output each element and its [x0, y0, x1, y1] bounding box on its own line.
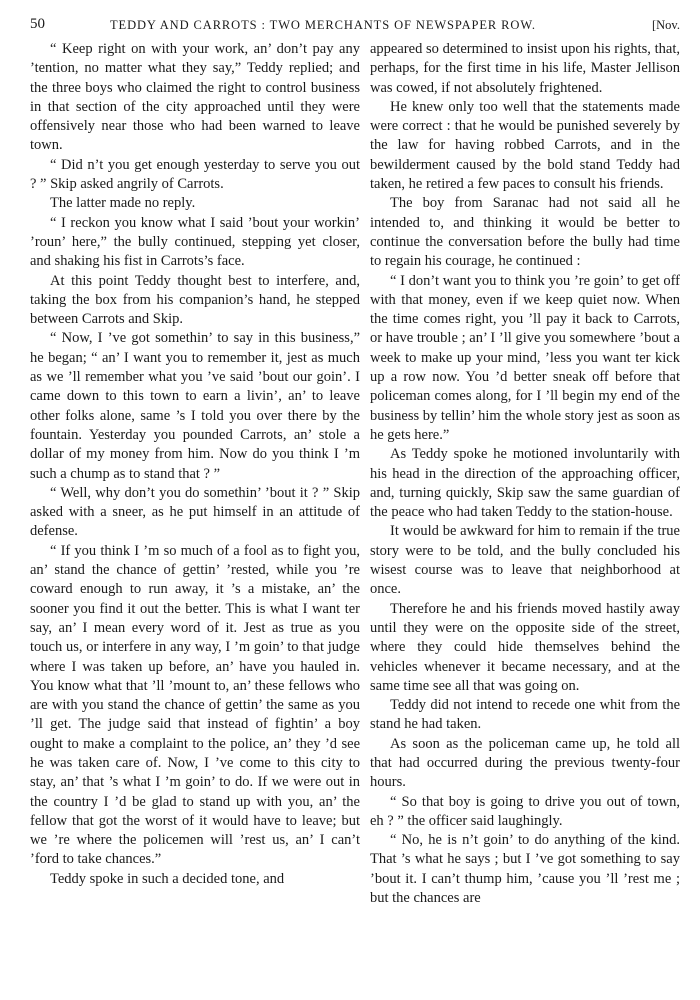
paragraph: “ Keep right on with your work, an’ don’t pay any ’tention, no matter what they say,” Teddy replied; and the three boys who claimed the right to control business in that section of the city approached until they were offensively near those who had been warned to leave town.	[30, 41, 360, 154]
paragraph: “ I don’t want you to think you ’re goin’ to get off with that money, even if we keep quiet now. When the time comes right, you ’ll pay it back to Carrots, or have trouble ; an’ I ’ll give you somewhere ’bout a week to make up your mind, ’less you want ter kick up a row now. You ’d better sneak off before that policeman comes along, for I ’ll begin my end of the business by tellin’ him the whole story jest as soon as he gets here.”	[370, 272, 680, 443]
left-column	[30, 40, 360, 889]
page-number: 50	[30, 16, 45, 32]
paragraph: “ Now, I ’ve got somethin’ to say in this business,” he began; “ an’ I want you to remember it, jest as much as we ’ll remember what you ’ve said ’bout our goin’. I came down to this town to earn a livin’, an’ to leave other folks alone, same ’s I told you over there by the fountain. Yesterday you pounded Carrots, an’ stole a dollar of my money from him. Now do you think I ’m such a chump as to stand that ? ”	[30, 330, 360, 482]
paragraph: “ Well, why don’t you do somethin’ ’bout it ? ” Skip asked with a sneer, as he put himself in an attitude of defense.	[30, 484, 360, 540]
paragraph: He knew only too well that the statements made were correct : that he would be punished severely by the law for having robbed Carrots, and in the bewilderment caused by the bold stand Teddy had taken, he retired a few paces to consult his friends.	[370, 98, 680, 193]
right-column	[370, 40, 680, 908]
paragraph: It would be awkward for him to remain if the true story were to be told, and the bully concluded his wisest course was to leave that neighborhood at once.	[370, 523, 680, 598]
paragraph-continued: appeared so determined to insist upon his rights, that, perhaps, for the first time in his life, Master Jellison was cowed, if not absolutely frightened.	[370, 41, 680, 96]
paragraph: At this point Teddy thought best to interfere, and, taking the box from his companion’s hand, he stepped between Carrots and Skip.	[30, 272, 360, 328]
paragraph: “ If you think I ’m so much of a fool as to fight you, an’ stand the chance of gettin’ ’rested, while you ’re coward enough to run away, it ’s a mistake, an’ the sooner you find it out the better. This is what I want ter say, an’ I mean every word of it. Jest as true as you touch us, or interfere in any way, I ’m goin’ to that judge where I was taken up before, an’ have you hauled in. You know what that ’ll ’mount to, an’ these fellows who are with you stand the chance of gettin’ the same as you ’ll get. The judge said that instead of fightin’ a boy ought to make a complaint to the police, an’ they ’d see he was taken care of. Now, I ’ve come to this city to stay, an’ that ’s what I ’m goin’ to do. If we were out in the country I ’d be glad to stand up with you, an’ the fellow that got the worst of it would have to leave; but we ’re where the policemen will ’rest us, an’ I can’t ’ford to take chances.”	[30, 542, 360, 868]
paragraph: Therefore he and his friends moved hastily away until they were on the opposite side of the street, where they could hide themselves behind the vehicles whenever it became necessary, and at the same time see all that was going on.	[370, 600, 680, 694]
paragraph: Teddy did not intend to recede one whit from the stand he had taken.	[370, 697, 680, 733]
paragraph: As soon as the policeman came up, he told all that had occurred during the previous twenty-four hours.	[370, 735, 680, 791]
issue-month: [Nov.	[651, 18, 680, 32]
paragraph: “ So that boy is going to drive you out of town, eh ? ” the officer said laughingly.	[370, 793, 680, 829]
paragraph: The latter made no reply.	[50, 195, 196, 212]
paragraph: The boy from Saranac had not said all he intended to, and thinking it would be better to continue the conversation before the bully had time to regain his courage, he continued :	[370, 195, 680, 270]
paragraph: As Teddy spoke he motioned involuntarily with his head in the direction of the approaching officer, and, turning quickly, Skip saw the same guardian of the peace who had taken Teddy to the station-house.	[370, 446, 680, 521]
paragraph: “ I reckon you know what I said ’bout your workin’ ’roun’ here,” the bully continued, stepping yet closer, and shaking his fist in Carrots’s face.	[30, 214, 360, 270]
paragraph: Teddy spoke in such a decided tone, and	[50, 870, 285, 887]
page-header	[30, 10, 680, 36]
paragraph: “ Did n’t you get enough yesterday to serve you out ? ” Skip asked angrily of Carrots.	[30, 156, 360, 193]
paragraph: “ No, he is n’t goin’ to do anything of the kind. That ’s what he says ; but I ’ve got something to say ’bout it. I can’t thump him, ’cause you ’ll ’rest me ; but the chances are	[370, 832, 680, 907]
running-title: TEDDY AND CARROTS : TWO MERCHANTS OF NEWSPAPER ROW.	[110, 18, 536, 32]
